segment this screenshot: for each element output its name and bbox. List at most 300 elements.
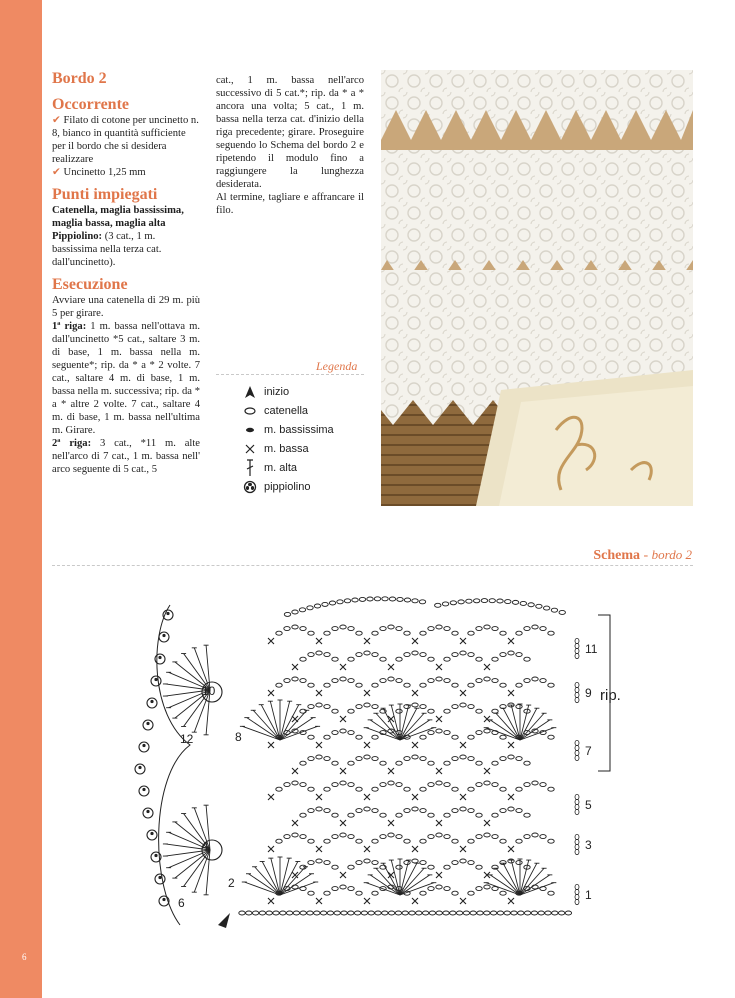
chain-stitch-mark (508, 859, 514, 863)
chain-stitch-mark (356, 787, 362, 791)
chain-stitch-mark (356, 705, 362, 709)
chain-stitch-mark (340, 781, 346, 785)
chain-stitch-mark (468, 735, 474, 739)
chain-stitch-mark (308, 735, 314, 739)
chain-stitch-mark (293, 911, 299, 915)
chain-stitch-mark (300, 627, 306, 631)
chain-stitch-mark (460, 703, 466, 707)
chain-stitch-mark (532, 833, 538, 837)
single-crochet-icon (236, 444, 264, 454)
section-heading-occorrente: Occorrente (52, 96, 129, 113)
chain-stitch-mark (420, 809, 426, 813)
slip-stitch-icon (236, 427, 264, 433)
chain-stitch-mark (359, 597, 365, 601)
chain-stitch-mark (412, 703, 418, 707)
chain-stitch-mark (450, 911, 456, 915)
chain-stitch-mark (508, 807, 514, 811)
single-crochet-mark (388, 820, 394, 826)
chain-stitch-mark (324, 891, 330, 895)
chain-stitch-mark (364, 859, 370, 863)
chain-stitch-mark (364, 755, 370, 759)
chain-stitch-mark (476, 657, 482, 661)
chain-stitch-mark (524, 657, 530, 661)
chain-stitch-mark (300, 835, 306, 839)
picot-mark (162, 634, 165, 637)
chain-stitch-mark (575, 809, 579, 814)
stitches-list: Catenella, maglia bassissima, maglia bassa, maglia alta (52, 205, 184, 229)
chain-stitch-mark (420, 705, 426, 709)
chain-stitch-mark (468, 631, 474, 635)
start-arrow-icon (236, 386, 264, 398)
chain-stitch-mark (575, 889, 579, 894)
single-crochet-mark (364, 690, 370, 696)
section-heading-punti: Punti impiegati (52, 186, 158, 203)
chain-stitch-mark (368, 911, 374, 915)
chain-stitch-mark (324, 787, 330, 791)
chain-stitch-mark (476, 761, 482, 765)
chain-stitch-mark (348, 835, 354, 839)
chain-stitch-mark (484, 625, 490, 629)
chain-stitch-mark (492, 813, 498, 817)
chain-stitch-mark (332, 627, 338, 631)
legend (236, 382, 334, 496)
single-crochet-mark (292, 820, 298, 826)
single-crochet-mark (388, 768, 394, 774)
single-crochet-mark (364, 794, 370, 800)
check-icon: ✔ (52, 115, 61, 126)
single-crochet-mark (508, 898, 514, 904)
chain-stitch-icon (236, 407, 264, 415)
chain-stitch-mark (545, 911, 551, 915)
chain-stitch-mark (409, 911, 415, 915)
chain-stitch-mark (452, 653, 458, 657)
chain-stitch-mark (452, 861, 458, 865)
chain-stitch-mark (444, 865, 450, 869)
single-crochet-mark (508, 638, 514, 644)
chain-stitch-mark (332, 835, 338, 839)
chain-stitch-mark (396, 709, 402, 713)
chain-stitch-mark (308, 757, 314, 761)
chain-stitch-mark (524, 835, 530, 839)
chain-stitch-mark (344, 599, 350, 603)
chain-stitch-mark (389, 597, 395, 601)
chain-stitch-mark (575, 804, 579, 809)
chain-stitch-mark (512, 600, 518, 604)
chain-stitch-mark (284, 612, 290, 616)
chain-stitch-mark (466, 599, 472, 603)
chain-stitch-mark (500, 757, 506, 761)
chain-stitch-mark (420, 735, 426, 739)
chain-stitch-mark (292, 610, 298, 614)
chain-stitch-mark (428, 783, 434, 787)
chain-stitch-mark (348, 783, 354, 787)
chain-stitch-mark (396, 865, 402, 869)
single-crochet-mark (436, 664, 442, 670)
chain-stitch-mark (476, 835, 482, 839)
chain-stitch-mark (332, 887, 338, 891)
chain-stitch-mark (516, 809, 522, 813)
chain-stitch-mark (575, 643, 579, 648)
schema-title: Schema - bordo 2 (593, 547, 692, 563)
chain-stitch-mark (540, 835, 546, 839)
double-crochet-mark (206, 850, 210, 895)
single-crochet-mark (292, 768, 298, 774)
chain-stitch-mark (452, 891, 458, 895)
chain-stitch-mark (468, 809, 474, 813)
single-crochet-mark (364, 638, 370, 644)
single-crochet-mark (460, 794, 466, 800)
chain-stitch-mark (246, 911, 252, 915)
single-crochet-mark (364, 846, 370, 852)
chain-stitch-mark (490, 911, 496, 915)
single-crochet-mark (316, 690, 322, 696)
single-crochet-mark (340, 820, 346, 826)
chain-stitch-mark (460, 859, 466, 863)
chain-stitch-mark (284, 835, 290, 839)
legend-item-bassissima: m. bassissima (236, 420, 334, 439)
chain-stitch-mark (348, 813, 354, 817)
chain-stitch-mark (420, 861, 426, 865)
chain-stitch-mark (481, 599, 487, 603)
chain-stitch-mark (516, 653, 522, 657)
row-number-label: 7 (585, 744, 592, 758)
edge-chain-curve (157, 605, 190, 925)
chain-stitch-mark (468, 861, 474, 865)
legend-item-inizio: inizio (236, 382, 334, 401)
chain-stitch-mark (356, 683, 362, 687)
single-crochet-mark (268, 690, 274, 696)
row-2-instructions: 2ª riga: 3 cat., *11 m. alte nell'arco di 7 cat., 1 m. bassa nell' arco seguente di 5 cat., 5 (52, 438, 200, 475)
lace-photo-illustration (381, 70, 693, 506)
single-crochet-mark (460, 690, 466, 696)
chain-stitch-mark (452, 683, 458, 687)
chain-stitch-mark (428, 887, 434, 891)
chain-stitch-mark (492, 783, 498, 787)
single-crochet-mark (460, 742, 466, 748)
schema-divider (52, 565, 693, 566)
row-number-label: 1 (585, 888, 592, 902)
chain-stitch-mark (412, 807, 418, 811)
chain-stitch-mark (543, 606, 549, 610)
legend-item-catenella: catenella (236, 401, 334, 420)
chain-stitch-mark (412, 755, 418, 759)
chain-stitch-mark (575, 638, 579, 643)
chain-stitch-mark (372, 735, 378, 739)
chain-stitch-mark (552, 911, 558, 915)
chain-stitch-mark (300, 813, 306, 817)
single-crochet-mark (364, 742, 370, 748)
picot-mark (146, 722, 149, 725)
chain-stitch-mark (540, 679, 546, 683)
chain-stitch-mark (484, 833, 490, 837)
chain-stitch-mark (565, 911, 571, 915)
chain-stitch-mark (324, 809, 330, 813)
chain-stitch-mark (380, 813, 386, 817)
chain-stitch-mark (388, 625, 394, 629)
single-crochet-mark (268, 794, 274, 800)
pattern-title: Bordo 2 (52, 70, 107, 87)
single-crochet-mark (364, 898, 370, 904)
chain-stitch-mark (314, 604, 320, 608)
single-crochet-mark (484, 716, 490, 722)
single-crochet-mark (412, 794, 418, 800)
chain-stitch-mark (575, 849, 579, 854)
chain-stitch-mark (428, 657, 434, 661)
chain-stitch-mark (420, 891, 426, 895)
chain-stitch-mark (332, 865, 338, 869)
single-crochet-mark (412, 898, 418, 904)
row-number-label: 6 (178, 896, 185, 910)
chain-stitch-mark (492, 679, 498, 683)
chain-stitch-mark (300, 783, 306, 787)
crochet-chart (130, 595, 635, 940)
chain-stitch-mark (458, 600, 464, 604)
chain-stitch-mark (364, 703, 370, 707)
single-crochet-mark (340, 716, 346, 722)
chain-stitch-mark (442, 602, 448, 606)
picot-mark (154, 678, 157, 681)
chain-stitch-mark (428, 813, 434, 817)
chain-stitch-mark (516, 757, 522, 761)
picot-mark (142, 744, 145, 747)
chain-stitch-mark (420, 839, 426, 843)
chain-stitch-mark (444, 657, 450, 661)
chain-stitch-mark (575, 750, 579, 755)
chain-stitch-mark (266, 911, 272, 915)
chain-stitch-mark (388, 781, 394, 785)
chain-stitch-mark (520, 601, 526, 605)
chain-stitch-mark (500, 809, 506, 813)
chain-stitch-mark (548, 839, 554, 843)
chain-stitch-mark (436, 729, 442, 733)
chain-stitch-mark (500, 683, 506, 687)
single-crochet-mark (340, 872, 346, 878)
chain-stitch-mark (308, 861, 314, 865)
chain-stitch-mark (276, 631, 282, 635)
chain-stitch-mark (252, 911, 258, 915)
chain-stitch-mark (354, 911, 360, 915)
chain-stitch-mark (416, 911, 422, 915)
chain-stitch-mark (396, 657, 402, 661)
chain-stitch-mark (348, 865, 354, 869)
chain-stitch-mark (382, 911, 388, 915)
start-arrow-mark (218, 913, 230, 928)
chain-stitch-mark (548, 631, 554, 635)
chain-stitch-mark (516, 683, 522, 687)
chain-stitch-mark (575, 745, 579, 750)
row-number-label: 9 (585, 686, 592, 700)
chain-stitch-mark (396, 761, 402, 765)
chain-stitch-mark (340, 625, 346, 629)
materials-item-yarn: ✔ Filato di cotone per uncinetto n. 8, bianco in quantità sufficiente per il bordo che si desidera realizzare (52, 115, 199, 165)
chain-stitch-mark (428, 709, 434, 713)
chain-stitch-mark (402, 911, 408, 915)
chain-stitch-mark (396, 783, 402, 787)
chain-stitch-mark (308, 787, 314, 791)
chain-stitch-mark (273, 911, 279, 915)
row-number-label: 8 (235, 730, 242, 744)
chain-stitch-mark (324, 683, 330, 687)
chain-stitch-mark (500, 653, 506, 657)
chain-stitch-mark (300, 657, 306, 661)
chain-stitch-mark (300, 761, 306, 765)
chain-stitch-mark (460, 807, 466, 811)
single-crochet-mark (316, 638, 322, 644)
chain-stitch-mark (468, 757, 474, 761)
chain-stitch-mark (388, 677, 394, 681)
chain-stitch-mark (452, 787, 458, 791)
chain-stitch-mark (308, 891, 314, 895)
chain-stitch-mark (420, 683, 426, 687)
picot-mark (158, 876, 161, 879)
chain-stitch-mark (307, 606, 313, 610)
picot-mark (166, 612, 169, 615)
single-crochet-mark (460, 846, 466, 852)
chain-stitch-mark (575, 894, 579, 899)
chain-stitch-mark (505, 600, 511, 604)
chain-stitch-mark (508, 651, 514, 655)
chain-stitch-mark (404, 631, 410, 635)
chain-stitch-mark (436, 885, 442, 889)
picot-mark (162, 898, 165, 901)
execution-intro: Avviare una catenella di 29 m. più 5 per girare. (52, 295, 200, 319)
chain-stitch-mark (340, 885, 346, 889)
chain-stitch-mark (356, 861, 362, 865)
chain-stitch-mark (420, 757, 426, 761)
chain-stitch-mark (575, 682, 579, 687)
chain-stitch-mark (516, 631, 522, 635)
single-crochet-mark (412, 638, 418, 644)
single-crochet-mark (412, 846, 418, 852)
chain-stitch-mark (468, 839, 474, 843)
chain-stitch-mark (320, 911, 326, 915)
page-number: 6 (22, 952, 27, 962)
chain-stitch-mark (316, 755, 322, 759)
chain-stitch-mark (412, 651, 418, 655)
chain-stitch-mark (396, 813, 402, 817)
chain-stitch-mark (468, 891, 474, 895)
chain-stitch-mark (348, 887, 354, 891)
chain-stitch-mark (463, 911, 469, 915)
single-crochet-mark (460, 898, 466, 904)
chain-stitch-mark (356, 839, 362, 843)
single-crochet-mark (316, 898, 322, 904)
chain-stitch-mark (348, 679, 354, 683)
chain-stitch-mark (419, 600, 425, 604)
chain-stitch-mark (367, 597, 373, 601)
chain-stitch-mark (504, 911, 510, 915)
chain-stitch-mark (314, 911, 320, 915)
legend-item-pippiolino: pippiolino (236, 477, 334, 496)
chain-stitch-mark (452, 631, 458, 635)
single-crochet-mark (436, 872, 442, 878)
chain-stitch-mark (404, 809, 410, 813)
chain-stitch-mark (476, 887, 482, 891)
single-crochet-mark (316, 794, 322, 800)
chain-stitch-mark (558, 911, 564, 915)
chain-stitch-mark (484, 885, 490, 889)
single-crochet-mark (316, 846, 322, 852)
chain-stitch-mark (239, 911, 245, 915)
chain-stitch-mark (575, 648, 579, 653)
chain-stitch-mark (575, 799, 579, 804)
chain-stitch-mark (500, 735, 506, 739)
chain-stitch-mark (412, 859, 418, 863)
row-number-label: 4 (202, 839, 209, 853)
chain-stitch-mark (575, 844, 579, 849)
chain-stitch-mark (516, 705, 522, 709)
legend-title: Legenda (316, 359, 358, 373)
single-crochet-mark (508, 742, 514, 748)
row-number-label: 11 (585, 642, 598, 656)
side-color-band (0, 0, 42, 998)
chain-stitch-mark (372, 809, 378, 813)
chain-stitch-mark (334, 911, 340, 915)
double-crochet-icon (236, 459, 264, 477)
chain-stitch-mark (548, 787, 554, 791)
chain-stitch-mark (380, 783, 386, 787)
chain-stitch-mark (468, 787, 474, 791)
chain-stitch-mark (404, 757, 410, 761)
chain-stitch-mark (476, 813, 482, 817)
chain-stitch-mark (444, 887, 450, 891)
pippiolino-description: Pippiolino: (3 cat., 1 m. bassissima nella terza cat. dall'uncinetto). (52, 231, 162, 268)
chain-stitch-mark (284, 783, 290, 787)
chain-stitch-mark (575, 899, 579, 904)
chain-stitch-mark (372, 891, 378, 895)
chain-stitch-mark (327, 911, 333, 915)
chain-stitch-mark (348, 709, 354, 713)
chain-stitch-mark (524, 679, 530, 683)
picot-mark (138, 766, 141, 769)
instructions-column-2 (216, 74, 364, 217)
lace-photo (381, 70, 693, 506)
chain-stitch-mark (575, 692, 579, 697)
chain-stitch-mark (308, 631, 314, 635)
single-crochet-mark (436, 820, 442, 826)
single-crochet-mark (316, 742, 322, 748)
chain-stitch-mark (524, 813, 530, 817)
chain-stitch-mark (516, 839, 522, 843)
chain-stitch-mark (468, 653, 474, 657)
chain-stitch-mark (276, 839, 282, 843)
chain-stitch-mark (292, 833, 298, 837)
chain-stitch-mark (575, 755, 579, 760)
chain-stitch-mark (324, 631, 330, 635)
chain-stitch-mark (500, 631, 506, 635)
single-crochet-mark (484, 768, 490, 774)
chain-stitch-mark (524, 783, 530, 787)
chain-stitch-mark (476, 865, 482, 869)
chain-stitch-mark (341, 911, 347, 915)
chain-stitch-mark (340, 833, 346, 837)
chain-stitch-mark (548, 683, 554, 687)
chain-stitch-mark (332, 761, 338, 765)
chain-stitch-mark (524, 761, 530, 765)
check-icon: ✔ (52, 167, 61, 178)
chain-stitch-mark (436, 625, 442, 629)
chain-stitch-mark (308, 705, 314, 709)
chain-stitch-mark (292, 677, 298, 681)
chain-stitch-mark (575, 884, 579, 889)
chain-stitch-mark (348, 657, 354, 661)
picot-mark (158, 656, 161, 659)
chain-stitch-mark (492, 761, 498, 765)
chain-stitch-mark (372, 861, 378, 865)
chain-stitch-mark (540, 783, 546, 787)
single-crochet-mark (268, 638, 274, 644)
single-crochet-mark (484, 820, 490, 826)
